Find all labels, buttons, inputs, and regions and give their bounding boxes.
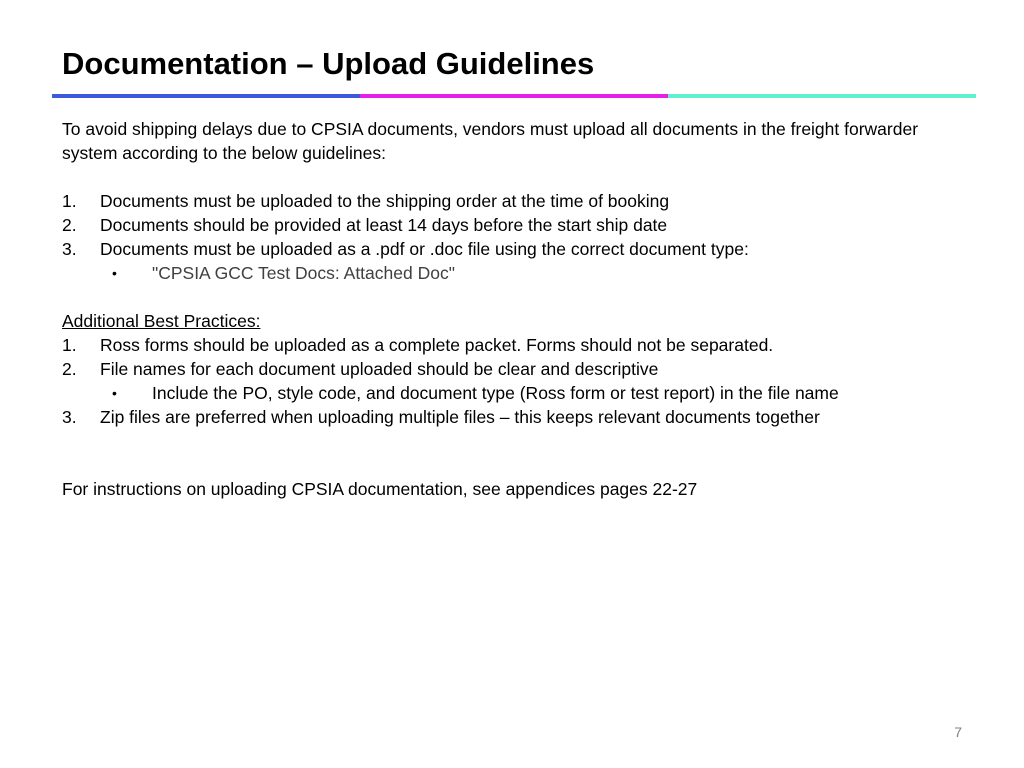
list-number: 3. bbox=[62, 407, 77, 427]
guideline-item bbox=[62, 213, 962, 237]
guideline-item bbox=[62, 189, 962, 213]
list-number: 2. bbox=[62, 215, 77, 235]
document-type-text: "CPSIA GCC Test Docs: Attached Doc" bbox=[152, 263, 455, 283]
intro-paragraph: To avoid shipping delays due to CPSIA documents, vendors must upload all documents in the freight forwarder system according to the below guidelines: bbox=[62, 119, 919, 163]
divider-segment-blue bbox=[52, 94, 360, 98]
list-number: 2. bbox=[62, 359, 77, 379]
guideline-item bbox=[62, 237, 962, 261]
title-divider bbox=[52, 94, 976, 98]
list-item-text: Documents must be uploaded as a .pdf or .doc file using the correct document type: bbox=[100, 239, 749, 259]
best-practice-item bbox=[62, 405, 962, 429]
best-practice-item bbox=[62, 333, 962, 357]
list-item-text: Documents should be provided at least 14 days before the start ship date bbox=[100, 215, 668, 235]
list-number: 1. bbox=[62, 191, 77, 211]
list-number: 1. bbox=[62, 335, 77, 355]
divider-segment-teal bbox=[668, 94, 976, 98]
slide-title: Documentation – Upload Guidelines bbox=[62, 46, 595, 81]
bullet-icon: • bbox=[112, 265, 117, 281]
footer-note: For instructions on uploading CPSIA documentation, see appendices pages 22-27 bbox=[62, 479, 698, 499]
file-name-bullet bbox=[62, 381, 962, 405]
list-item-text: Ross forms should be uploaded as a complete packet. Forms should not be separated. bbox=[100, 335, 774, 355]
best-practice-item bbox=[62, 357, 962, 381]
divider-segment-magenta bbox=[360, 94, 668, 98]
document-type-bullet bbox=[62, 261, 962, 285]
list-item-text: File names for each document uploaded should be clear and descriptive bbox=[100, 359, 659, 379]
slide-body bbox=[62, 117, 962, 501]
best-practices-heading: Additional Best Practices: bbox=[62, 311, 261, 331]
file-name-text: Include the PO, style code, and document type (Ross form or test report) in the file name bbox=[152, 383, 839, 403]
list-number: 3. bbox=[62, 239, 77, 259]
page-number: 7 bbox=[954, 724, 962, 740]
list-item-text: Zip files are preferred when uploading multiple files – this keeps relevant documents together bbox=[100, 407, 820, 427]
list-item-text: Documents must be uploaded to the shipping order at the time of booking bbox=[100, 191, 670, 211]
bullet-icon: • bbox=[112, 385, 117, 401]
